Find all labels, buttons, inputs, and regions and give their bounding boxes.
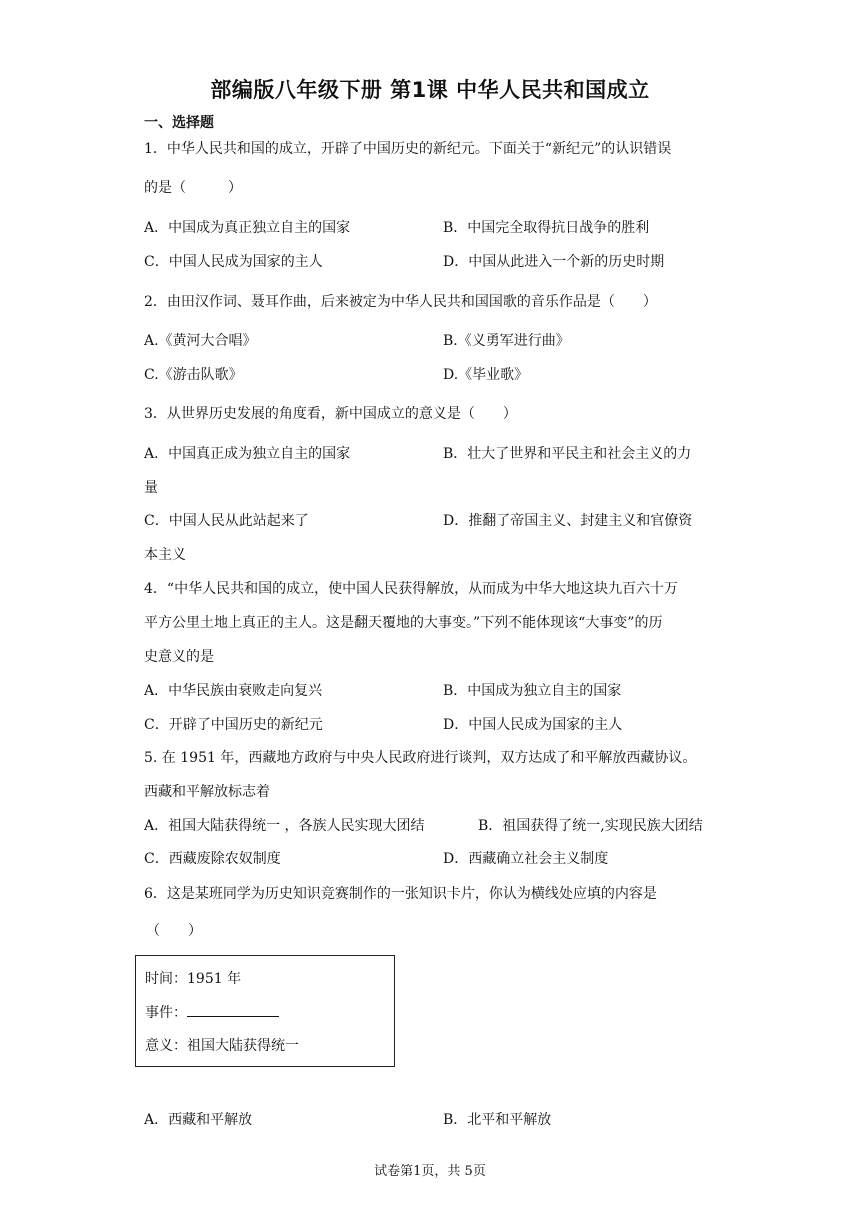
q5-stem-line2: 西藏和平解放标志着 [144, 784, 270, 800]
card-event-blank [187, 1002, 279, 1017]
q2-option-d[interactable]: D.《毕业歌》 [443, 367, 529, 383]
q6-stem-line1: 6．这是某班同学为历史知识竞赛制作的一张知识卡片，你认为横线处应填的内容是 [144, 886, 657, 902]
q2-option-a[interactable]: A.《黄河大合唱》 [144, 333, 257, 349]
q6-stem-line2: （ ） [146, 923, 202, 939]
card-event-row [145, 1002, 279, 1023]
q3-option-c[interactable]: C．中国人民从此站起来了 [144, 513, 309, 529]
q1-option-d[interactable]: D．中国从此进入一个新的历史时期 [443, 254, 665, 270]
q3-option-d-wrap: 本主义 [144, 547, 186, 563]
knowledge-card [135, 955, 395, 1067]
card-event-label: 事件： [145, 1005, 187, 1021]
q4-stem-line1: 4．“中华人民共和国的成立，使中国人民获得解放，从而成为中华大地这块九百六十万 [144, 581, 679, 597]
q1-option-a[interactable]: A．中国成为真正独立自主的国家 [144, 220, 351, 236]
q6-option-b[interactable]: B．北平和平解放 [443, 1112, 552, 1128]
q2-option-b[interactable]: B.《义勇军进行曲》 [443, 333, 570, 349]
q3-stem-line1: 3．从世界历史发展的角度看，新中国成立的意义是（ ） [144, 406, 517, 422]
card-time: 时间：1951 年 [145, 971, 242, 987]
card-meaning: 意义：祖国大陆获得统一 [145, 1038, 299, 1054]
q5-option-d[interactable]: D．西藏确立社会主义制度 [443, 851, 609, 867]
section-heading: 一、选择题 [144, 115, 214, 131]
page-footer: 试卷第1页，共 5页 [374, 1164, 486, 1179]
q4-option-d[interactable]: D．中国人民成为国家的主人 [443, 717, 623, 733]
q6-option-a[interactable]: A．西藏和平解放 [144, 1112, 253, 1128]
q1-stem-line2: 的是（ ） [144, 180, 242, 196]
q4-stem-line3: 史意义的是 [144, 649, 214, 665]
q4-option-c[interactable]: C．开辟了中国历史的新纪元 [144, 717, 323, 733]
q1-option-b[interactable]: B．中国完全取得抗日战争的胜利 [443, 220, 650, 236]
q5-option-c[interactable]: C．西藏废除农奴制度 [144, 851, 281, 867]
q1-stem-line1: 1．中华人民共和国的成立，开辟了中国历史的新纪元。下面关于“新纪元”的认识错误 [144, 141, 672, 157]
q4-stem-line2: 平方公里土地上真正的主人。这是翻天覆地的大事变。”下列不能体现该“大事变”的历 [144, 615, 663, 631]
q4-option-b[interactable]: B．中国成为独立自主的国家 [443, 683, 622, 699]
q3-option-d[interactable]: D．推翻了帝国主义、封建主义和官僚资 [443, 513, 693, 529]
q4-option-a[interactable]: A．中华民族由衰败走向复兴 [144, 683, 323, 699]
q2-stem-line1: 2．由田汉作词、聂耳作曲，后来被定为中华人民共和国国歌的音乐作品是（ ） [144, 294, 657, 310]
q5-option-b[interactable]: B．祖国获得了统一,实现民族大团结 [478, 818, 703, 834]
q5-option-a[interactable]: A．祖国大陆获得统一 ，各族人民实现大团结 [144, 818, 425, 834]
q2-option-c[interactable]: C.《游击队歌》 [144, 367, 243, 383]
q3-option-a[interactable]: A．中国真正成为独立自主的国家 [144, 446, 351, 462]
q3-option-b[interactable]: B．壮大了世界和平民主和社会主义的力 [443, 446, 692, 462]
q5-stem-line1: 5. 在 1951 年，西藏地方政府与中央人民政府进行谈判，双方达成了和平解放西藏协议。 [144, 750, 697, 766]
q1-option-c[interactable]: C．中国人民成为国家的主人 [144, 254, 323, 270]
q3-option-b-wrap: 量 [144, 480, 158, 496]
page-title: 部编版八年级下册 第1课 中华人民共和国成立 [210, 78, 650, 102]
